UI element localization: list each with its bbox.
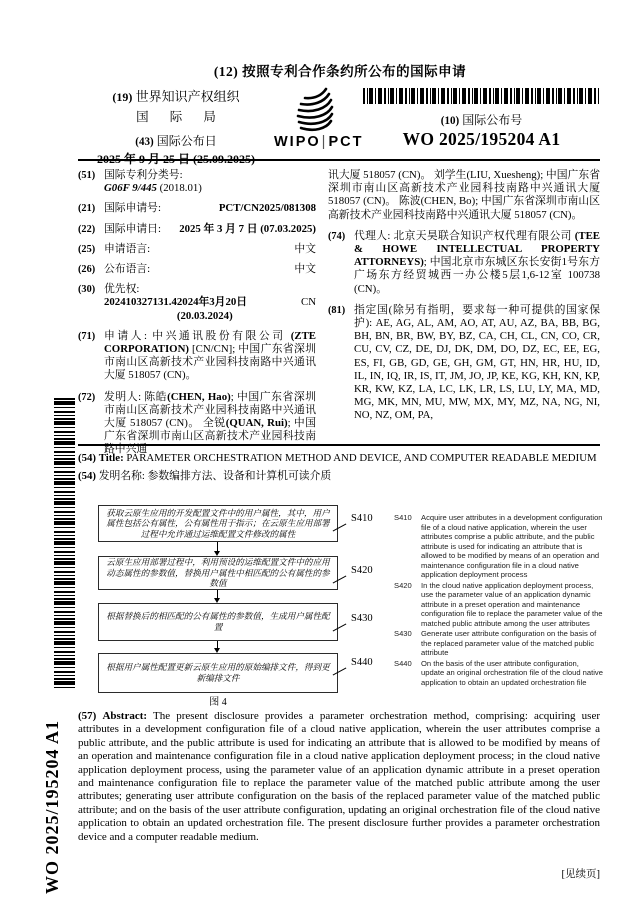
step-label-s430: S430 (351, 613, 373, 624)
publication-number-label: (10) 国际公布号 (440, 113, 523, 127)
step-description: S420 In the cloud native application deployment process, use the parameter value of an application dynamic attribute in a preset operation and maintenance configuration file to replace the parameter value of the matched public attribute among the user attributes (394, 580, 603, 628)
abstract-text: The present disclosure provides a parameter orchestration method, comprising: acquiring user attributes in a development configuration file of a cloud native application, wherein the user attributes comprise a public attribute, and the public attribute is used for indicating an attribute that is allowed to be modified by means of an operation and maintenance configuration file in a cloud native application deployment process; in the cloud native application deployment process, using the parameter value of an application dynamic attribute in a preset operation and maintenance configuration file to replace the parameter value of the matched public attribute among the user attributes; generating user attribute configuration on the basis of the replaced parameter value of the matched public attribute; and on the basis of the user attribute configuration, updating an original orchestration file of the cloud native application to obtain an updated orchestration file. The present disclosure further provides a parameter orchestration device and a computer readable medium. (78, 710, 600, 843)
step-description: S410 Acquire user attributes in a development configuration file of a cloud native application, wherein the user attributes comprise a public attribute, and the public attribute is used for indicating an attribute that is allowed to be modified by means of an operation and maintenance configuration file in a cloud native application deployment process (394, 513, 603, 579)
step-description: S440 On the basis of the user attribute configuration, update an original orchestration file of the cloud native application to obtain an updated orchestration file (394, 658, 603, 687)
priority-label: 优先权: (104, 283, 140, 296)
organization-name: (19) 世界知识产权组织 (112, 89, 240, 104)
title-section (78, 444, 600, 488)
step-label-s440: S440 (351, 657, 373, 668)
continued-page-note: [见续页] (561, 869, 600, 880)
field-designated-states: (81) 指定国(除另有指明，要求每一种可提供的国家保护): AE, AG, AL, AM, AO, AT, AU, AZ, BA, BB, BG, BH, BN, BR, BW, BY, BZ, CA, CH, CL, CN, CO, CR, CU, CV, CZ, DE, DJ, DK, DM, DO, DZ, EC, EE, EG, ES, FI, GB, GD, GE, GH, GM, GT, HN, HR, HU, ID, IL, IN, IQ, IR, IS, IT, JM, JO, JP, KE, KG, KH, KN, KP, KR, KW, KZ, LA, LC, LK, LR, LS, LU, LY, MA, MD, MG, MK, MN, MU, MW, MX, MY, MZ, NA, NG, NI, NO, NZ, OM, PA, (328, 303, 600, 422)
publication-date-value: 2025 年 9 月 25 日 (25.09.2025) (97, 152, 255, 166)
field-inventors: (72) 发明人: 陈皓(CHEN, Hao); 中国广东省深圳市南山区高新技术产业园科技南路中兴通讯大厦 518057 (CN)。 全锐(QUAN, Rui); 中国广东省深圳市南山区高新技术产业园科技南路中兴通 (78, 390, 317, 456)
logo-separator: | (321, 134, 328, 150)
wipo-globe-icon (288, 86, 340, 132)
figure-step-descriptions (394, 513, 603, 688)
title-chinese: (54) 发明名称: 参数编排方法、设备和计算机可读介质 (78, 470, 332, 482)
bibliographic-section (78, 169, 600, 456)
barcode-icon (363, 88, 600, 104)
organization-bureau: 国 际 局 (136, 110, 225, 124)
figure-flowchart (78, 505, 603, 707)
wipo-logo (274, 86, 364, 150)
publication-date-label: (43) 国际公布日 (135, 134, 217, 148)
field-filing-date: (22) 国际申请日: 2025 年 3 月 7 日 (07.03.2025) (78, 222, 316, 235)
title-english: (54) Title: PARAMETER ORCHESTRATION METHOD AND DEVICE, AND COMPUTER READABLE MEDIUM (78, 452, 597, 464)
abstract-section: (57) Abstract: The present disclosure provides a parameter orchestration method, comprising: acquiring user attributes in a development configuration file of a cloud native application, wherein the user attributes comprise a public attribute, and the public attribute is used for indicating an attribute that is allowed to be modified by means of an operation and maintenance configuration file in a cloud native application deployment process; in the cloud native application deployment process, using the parameter value of an application dynamic attribute in a preset operation and maintenance configuration file to replace the parameter value of the matched public attribute among the user attributes; generating user attribute configuration on the basis of the replaced parameter value of the matched public attribute; and on the basis of the user attribute configuration, updating an original orchestration file of the cloud native application to obtain an updated orchestration file. The present disclosure further provides a parameter orchestration device and a computer readable medium. (78, 710, 600, 843)
vertical-barcode-icon (54, 398, 75, 688)
step-description: S430 Generate user attribute configuration on the basis of the replaced parameter value of the matched public attribute (394, 629, 597, 657)
publication-type-line: (12) 按照专利合作条约所公布的国际申请 (213, 64, 467, 79)
flowchart-box-s430: 根据替换后的相匹配的公有属性的参数值，生成用户属性配置 (98, 603, 338, 641)
field-priority: (30) 优先权: 202410327131.4 2024年3月20日 (20.03.2024) CN (78, 283, 316, 322)
step-label-s410: S410 (351, 513, 373, 524)
publication-number-block (363, 88, 600, 150)
field-filing-language: (25) 申请语言: 中文 (78, 242, 316, 255)
field-applicant: (71) 申请人: 中兴通讯股份有限公司 (ZTE CORPORATION) [CN/CN]; 中国广东省深圳市南山区高新技术产业园科技南路中兴通讯大厦 518057 (CN)。 (78, 329, 316, 382)
flowchart-box-s440: 根据用户属性配置更新云原生应用的原始编排文件，得到更新编排文件 (98, 653, 338, 693)
field-publication-language: (26) 公布语言: 中文 (78, 263, 316, 276)
field-application-number: (21) 国际申请号: PCT/CN2025/081308 (78, 202, 316, 215)
flowchart-box-s420: 云原生应用部署过程中，利用预设的运维配置文件中的应用动态属性的参数值，替换用户属性中相匹配的公有属性的参数值 (98, 556, 338, 590)
biblio-right-column (328, 169, 600, 443)
publication-number: WO 2025/195204 A1 (402, 129, 561, 149)
step-label-s420: S420 (351, 565, 373, 576)
wipo-pct-wordmark: WIPO|PCT (274, 134, 364, 150)
flowchart-box-s410: 获取云原生应用的开发配置文件中的用户属性，其中，用户属性包括公有属性，公有属性用于指示；在云原生应用部署过程中允许通过运维配置文件修改的属性 (98, 505, 338, 542)
ipc-value: G06F 9/445 (2018.01) (104, 182, 202, 195)
figure-caption: 图 4 (209, 697, 227, 708)
priority-data: 202410327131.4 2024年3月20日 (20.03.2024) CN (104, 296, 316, 322)
field-ipc: (51) 国际专利分类号: G06F 9/445 (2018.01) (78, 169, 316, 195)
biblio-left-column (78, 169, 317, 456)
sidebar-publication-number: WO 2025/195204 A1 (42, 719, 62, 894)
issuing-organization-block (82, 86, 270, 167)
header-divider (78, 159, 600, 161)
field-inventors-continued: 讯大厦 518057 (CN)。 刘学生(LIU, Xuesheng); 中国广东省深圳市南山区高新技术产业园科技南路中兴通讯大厦 518057 (CN)。 陈波(CHEN, Bo); 中国广东省深圳市南山区高新技术产业园科技南路中兴通讯大厦 518057 (CN)。 (328, 169, 600, 221)
field-agent: (74) 代理人: 北京天昊联合知识产权代理有限公司 (TEE & HOWE INTELLECTUAL PROPERTY ATTORNEYS); 中国北京市东城区东长安街1号东方广场东方经贸城西一办公楼5层1,6-12室 100738 (CN)。 (328, 229, 600, 295)
ipc-label: 国际专利分类号: (104, 169, 183, 181)
